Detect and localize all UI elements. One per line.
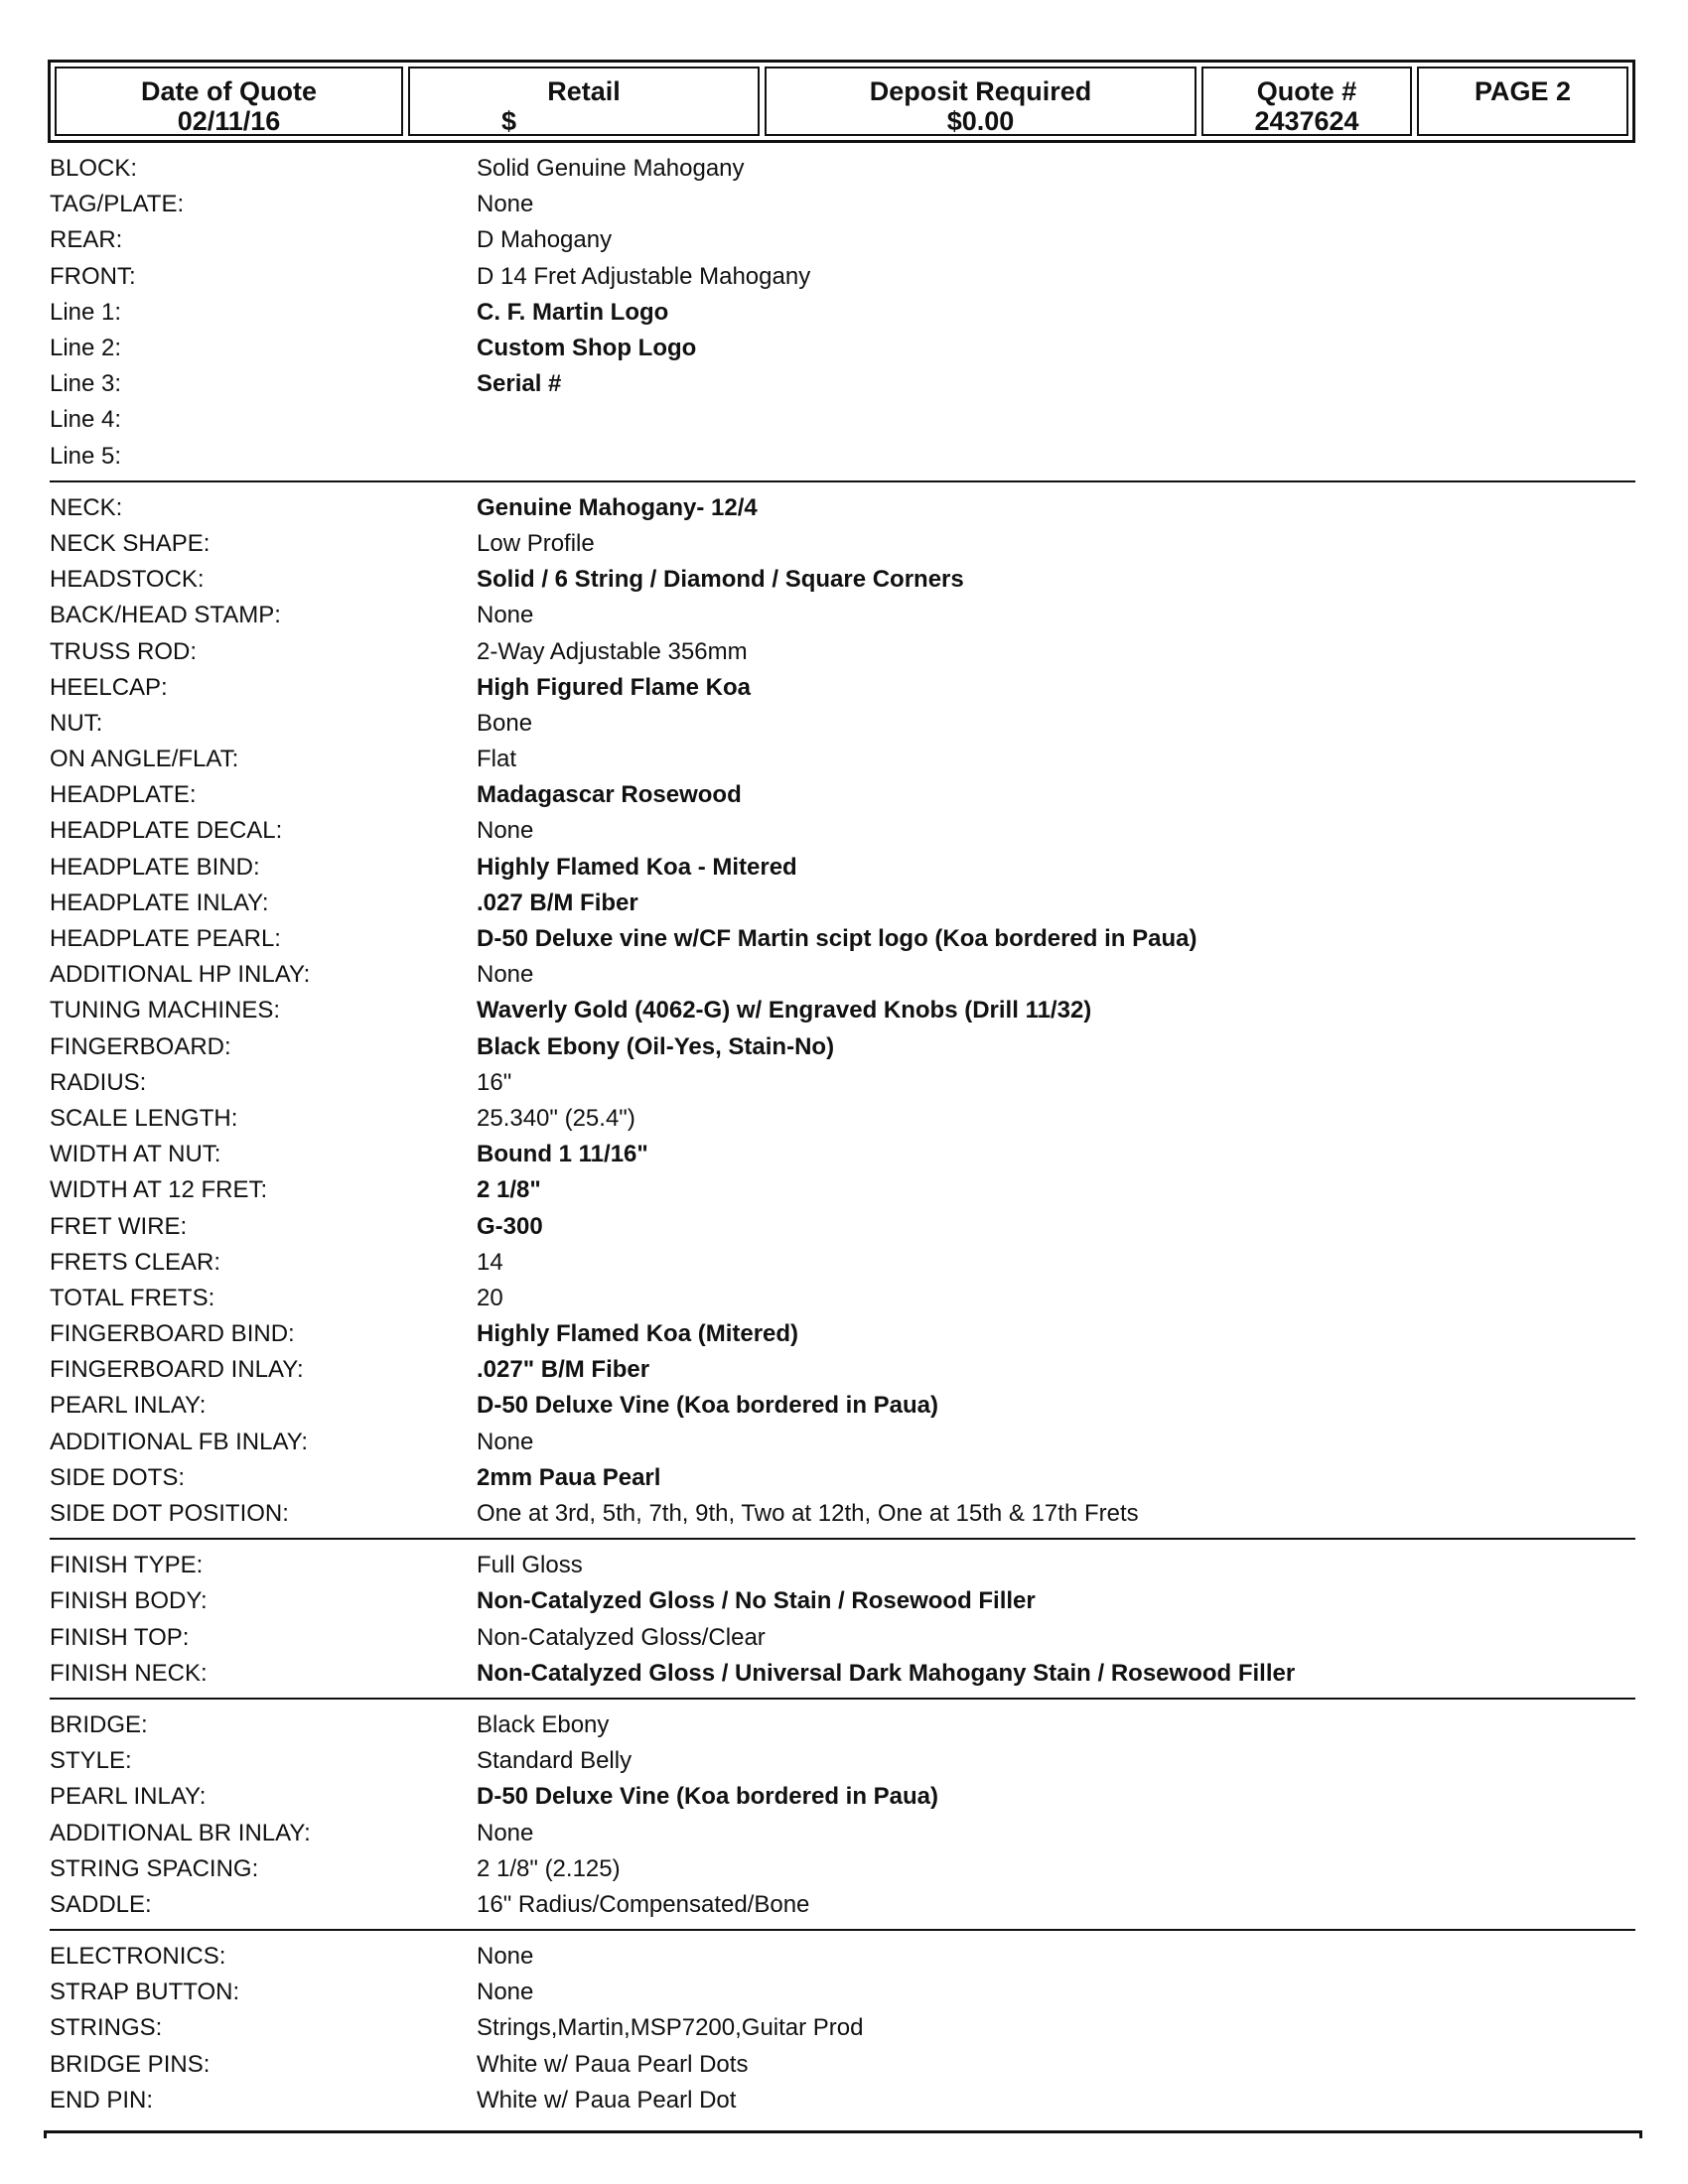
spec-label: HEADSTOCK: (50, 566, 205, 594)
spec-value: D-50 Deluxe Vine (Koa bordered in Paua) (477, 1783, 939, 1811)
spec-label: FINISH TYPE: (50, 1552, 204, 1579)
spec-row (50, 1065, 1635, 1101)
spec-label: NECK SHAPE: (50, 529, 211, 557)
spec-row (50, 1656, 1635, 1692)
spec-label: ADDITIONAL HP INLAY: (50, 961, 311, 989)
spec-value: Waverly Gold (4062-G) w/ Engraved Knobs (Drill 11/32) (477, 997, 1092, 1024)
spec-label: HEADPLATE INLAY: (50, 888, 269, 916)
spec-label: HEADPLATE BIND: (50, 853, 260, 881)
spec-value: Solid / 6 String / Diamond / Square Corners (477, 566, 964, 594)
spec-label: Line 3: (50, 370, 122, 398)
deposit-required-value: $0.00 (946, 106, 1015, 136)
spec-row (50, 670, 1635, 706)
spec-label: FINGERBOARD: (50, 1032, 231, 1060)
spec-value: D Mahogany (477, 226, 613, 254)
date-of-quote-cell (55, 67, 403, 136)
spec-value: Genuine Mahogany- 12/4 (477, 493, 758, 521)
spec-label: STRAP BUTTON: (50, 1979, 240, 2006)
spec-row (50, 259, 1635, 295)
spec-row (50, 706, 1635, 742)
spec-label: SIDE DOT POSITION: (50, 1500, 289, 1528)
spec-value: .027" B/M Fiber (477, 1356, 650, 1384)
spec-row (50, 1388, 1635, 1424)
spec-value: None (477, 961, 534, 989)
spec-label: Line 1: (50, 298, 122, 326)
spec-value: Black Ebony (477, 1710, 610, 1738)
spec-row (50, 295, 1635, 331)
spec-row (50, 366, 1635, 402)
spec-row (50, 957, 1635, 993)
spec-value: C. F. Martin Logo (477, 298, 669, 326)
spec-value: Highly Flamed Koa - Mitered (477, 853, 797, 881)
spec-section (50, 1707, 1635, 1931)
spec-value: Solid Genuine Mahogany (477, 155, 745, 183)
spec-row (50, 633, 1635, 669)
spec-value: None (477, 1428, 534, 1455)
spec-value: High Figured Flame Koa (477, 673, 752, 701)
spec-value: None (477, 1819, 534, 1846)
spec-label: NECK: (50, 493, 123, 521)
spec-row (50, 1743, 1635, 1779)
deposit-required-label: Deposit Required (869, 76, 1092, 106)
spec-value: White w/ Paua Pearl Dot (477, 2086, 737, 2114)
quote-header-table (48, 60, 1635, 143)
spec-label: Line 4: (50, 406, 122, 434)
spec-section (50, 490, 1635, 1540)
spec-row (50, 1460, 1635, 1496)
spec-row (50, 1245, 1635, 1281)
spec-label: SADDLE: (50, 1890, 152, 1918)
spec-value: Flat (477, 746, 517, 773)
spec-row (50, 1352, 1635, 1388)
spec-row (50, 1887, 1635, 1923)
spec-value: 2 1/8" (477, 1176, 541, 1204)
spec-label: Line 5: (50, 442, 122, 470)
spec-value: 14 (477, 1248, 503, 1276)
spec-row (50, 331, 1635, 366)
spec-label: BACK/HEAD STAMP: (50, 602, 281, 629)
spec-value: None (477, 1979, 534, 2006)
spec-value: Standard Belly (477, 1747, 633, 1775)
spec-label: RADIUS: (50, 1068, 147, 1096)
spec-label: ON ANGLE/FLAT: (50, 746, 239, 773)
spec-label: FRETS CLEAR: (50, 1248, 221, 1276)
spec-value: One at 3rd, 5th, 7th, 9th, Two at 12th, One at 15th & 17th Frets (477, 1500, 1139, 1528)
spec-label: BRIDGE: (50, 1710, 148, 1738)
spec-value: Non-Catalyzed Gloss/Clear (477, 1623, 766, 1651)
spec-label: FINGERBOARD INLAY: (50, 1356, 304, 1384)
spec-row (50, 1029, 1635, 1065)
spec-row (50, 886, 1635, 921)
page-number-cell (1417, 67, 1628, 136)
spec-value: Low Profile (477, 529, 595, 557)
spec-value: 20 (477, 1284, 503, 1311)
spec-row (50, 1939, 1635, 1975)
spec-row (50, 1172, 1635, 1208)
spec-row (50, 1779, 1635, 1815)
spec-section (50, 1939, 1635, 2124)
spec-row (50, 993, 1635, 1028)
spec-row (50, 598, 1635, 633)
spec-label: NUT: (50, 709, 103, 737)
spec-section (50, 1548, 1635, 1700)
spec-row (50, 402, 1635, 438)
date-of-quote-value: 02/11/16 (177, 106, 281, 136)
spec-value: Madagascar Rosewood (477, 781, 742, 809)
retail-value: $ (501, 106, 517, 136)
spec-label: TRUSS ROD: (50, 637, 198, 665)
spec-value: Highly Flamed Koa (Mitered) (477, 1320, 799, 1348)
spec-label: PEARL INLAY: (50, 1783, 207, 1811)
spec-value: White w/ Paua Pearl Dots (477, 2050, 749, 2078)
spec-row (50, 562, 1635, 598)
spec-label: FINISH BODY: (50, 1587, 208, 1615)
spec-label: HEADPLATE PEARL: (50, 925, 281, 953)
spec-label: FINISH TOP: (50, 1623, 190, 1651)
spec-row (50, 1815, 1635, 1850)
spec-value: Non-Catalyzed Gloss / No Stain / Rosewood Filler (477, 1587, 1036, 1615)
spec-label: TOTAL FRETS: (50, 1284, 215, 1311)
spec-label: PEARL INLAY: (50, 1392, 207, 1420)
footer-rule (44, 2130, 1642, 2138)
quote-number-label: Quote # (1256, 76, 1357, 106)
spec-value: Full Gloss (477, 1552, 583, 1579)
spec-row (50, 813, 1635, 849)
date-of-quote-label: Date of Quote (140, 76, 317, 106)
spec-row (50, 1548, 1635, 1583)
spec-value: G-300 (477, 1212, 543, 1240)
spec-row (50, 1975, 1635, 2010)
spec-value: 2 1/8" (2.125) (477, 1854, 621, 1882)
retail-label: Retail (547, 76, 621, 106)
spec-label: ADDITIONAL BR INLAY: (50, 1819, 311, 1846)
spec-label: STRINGS: (50, 2014, 163, 2042)
spec-value: 16" Radius/Compensated/Bone (477, 1890, 810, 1918)
deposit-required-cell (765, 67, 1196, 136)
spec-value: None (477, 191, 534, 218)
spec-value: 25.340" (25.4") (477, 1104, 635, 1132)
quote-number-cell (1201, 67, 1412, 136)
spec-label: REAR: (50, 226, 123, 254)
spec-value: 16" (477, 1068, 512, 1096)
spec-label: ADDITIONAL FB INLAY: (50, 1428, 309, 1455)
spec-label: FRONT: (50, 262, 136, 290)
spec-row (50, 490, 1635, 526)
spec-row (50, 1208, 1635, 1244)
spec-row (50, 439, 1635, 475)
spec-label: TUNING MACHINES: (50, 997, 281, 1024)
spec-value: Custom Shop Logo (477, 335, 697, 362)
spec-label: FINISH NECK: (50, 1659, 208, 1687)
spec-value: D-50 Deluxe vine w/CF Martin scipt logo (Koa bordered in Paua) (477, 925, 1197, 953)
spec-label: Line 2: (50, 335, 122, 362)
spec-section (50, 151, 1635, 482)
spec-label: STYLE: (50, 1747, 132, 1775)
spec-row (50, 151, 1635, 187)
spec-value: Serial # (477, 370, 562, 398)
spec-label: SIDE DOTS: (50, 1463, 186, 1491)
spec-value: None (477, 817, 534, 845)
spec-row (50, 526, 1635, 562)
spec-row (50, 1707, 1635, 1743)
spec-value: .027 B/M Fiber (477, 888, 638, 916)
spec-label: FRET WIRE: (50, 1212, 188, 1240)
spec-value: Strings,Martin,MSP7200,Guitar Prod (477, 2014, 864, 2042)
spec-row (50, 1316, 1635, 1352)
spec-list (50, 151, 1635, 2132)
spec-row (50, 2010, 1635, 2046)
spec-label: FINGERBOARD BIND: (50, 1320, 295, 1348)
spec-row (50, 2083, 1635, 2118)
spec-row (50, 1137, 1635, 1172)
spec-label: SCALE LENGTH: (50, 1104, 238, 1132)
spec-label: HEADPLATE DECAL: (50, 817, 283, 845)
spec-row (50, 1496, 1635, 1532)
spec-value: D-50 Deluxe Vine (Koa bordered in Paua) (477, 1392, 939, 1420)
spec-label: STRING SPACING: (50, 1854, 259, 1882)
spec-row (50, 850, 1635, 886)
spec-value: Bone (477, 709, 533, 737)
spec-value: None (477, 602, 534, 629)
spec-value: Bound 1 11/16" (477, 1141, 648, 1168)
spec-value: 2-Way Adjustable 356mm (477, 637, 748, 665)
spec-row (50, 187, 1635, 222)
spec-row (50, 777, 1635, 813)
spec-value: None (477, 1943, 534, 1971)
spec-label: END PIN: (50, 2086, 154, 2114)
spec-label: HEADPLATE: (50, 781, 197, 809)
spec-row (50, 1281, 1635, 1316)
spec-label: WIDTH AT NUT: (50, 1141, 221, 1168)
spec-row (50, 742, 1635, 777)
spec-row (50, 2047, 1635, 2083)
spec-row (50, 1851, 1635, 1887)
spec-value: D 14 Fret Adjustable Mahogany (477, 262, 811, 290)
spec-row (50, 921, 1635, 957)
spec-row (50, 222, 1635, 258)
spec-label: BLOCK: (50, 155, 138, 183)
spec-row (50, 1620, 1635, 1656)
spec-label: BRIDGE PINS: (50, 2050, 211, 2078)
spec-row (50, 1101, 1635, 1137)
page-number-label: PAGE 2 (1474, 76, 1572, 106)
quote-number-value: 2437624 (1254, 106, 1359, 136)
spec-row (50, 1425, 1635, 1460)
spec-value: 2mm Paua Pearl (477, 1463, 661, 1491)
spec-row (50, 1583, 1635, 1619)
spec-label: TAG/PLATE: (50, 191, 185, 218)
spec-value: Non-Catalyzed Gloss / Universal Dark Mahogany Stain / Rosewood Filler (477, 1659, 1296, 1687)
spec-label: ELECTRONICS: (50, 1943, 226, 1971)
spec-value: Black Ebony (Oil-Yes, Stain-No) (477, 1032, 835, 1060)
spec-label: WIDTH AT 12 FRET: (50, 1176, 268, 1204)
retail-cell (408, 67, 760, 136)
spec-label: HEELCAP: (50, 673, 168, 701)
